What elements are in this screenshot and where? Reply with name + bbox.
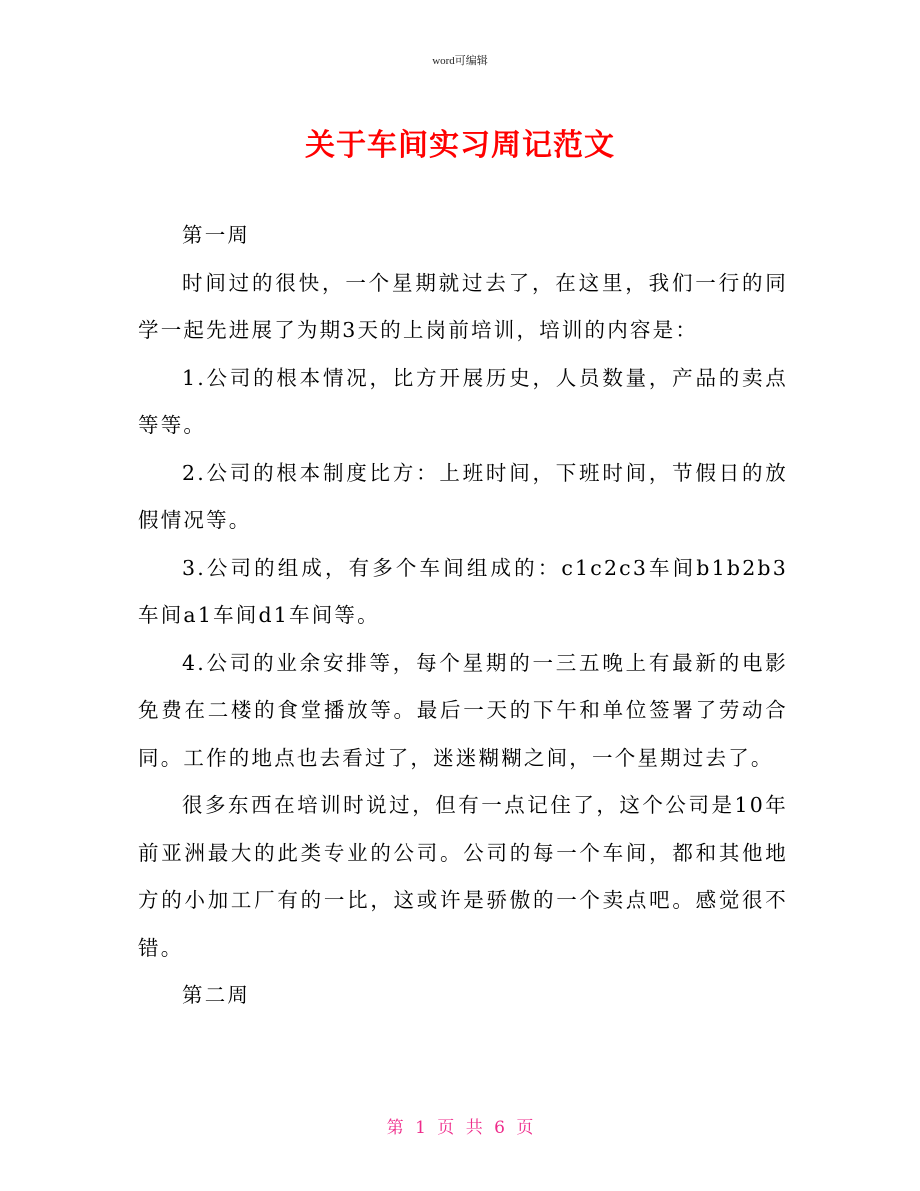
paragraph-summary: 很多东西在培训时说过，但有一点记住了，这个公司是10年前亚洲最大的此类专业的公司。公司的每一个车间，都和其他地方的小加工厂有的一比，这或许是骄傲的一个卖点吧。感觉很不错。 — [138, 793, 788, 960]
paragraph-item-2: 2.公司的根本制度比方：上班时间，下班时间，节假日的放假情况等。 — [138, 460, 788, 532]
paragraph-item-4: 4.公司的业余安排等，每个星期的一三五晚上有最新的电影免费在二楼的食堂播放等。最后一天的下午和单位签署了劳动合同。工作的地点也去看过了，迷迷糊糊之间，一个星期过去了。 — [138, 650, 788, 770]
page-header: word可编辑 — [432, 55, 488, 67]
document-title: 关于车间实习周记范文 — [305, 128, 615, 163]
page-footer: 第 1 页 共 6 页 — [386, 1118, 534, 1138]
document-body — [138, 212, 788, 1020]
paragraph-item-1: 1.公司的根本情况，比方开展历史，人员数量，产品的卖点等等。 — [138, 365, 788, 437]
paragraph-intro: 时间过的很快，一个星期就过去了，在这里，我们一行的同学一起先进展了为期3天的上岗前培训，培训的内容是： — [138, 270, 788, 342]
paragraph-week2-heading: 第二周 — [182, 983, 251, 1007]
paragraph-week1-heading: 第一周 — [182, 223, 251, 247]
paragraph-item-3: 3.公司的组成，有多个车间组成的：c1c2c3车间b1b2b3车间a1车间d1车间等。 — [138, 555, 788, 627]
